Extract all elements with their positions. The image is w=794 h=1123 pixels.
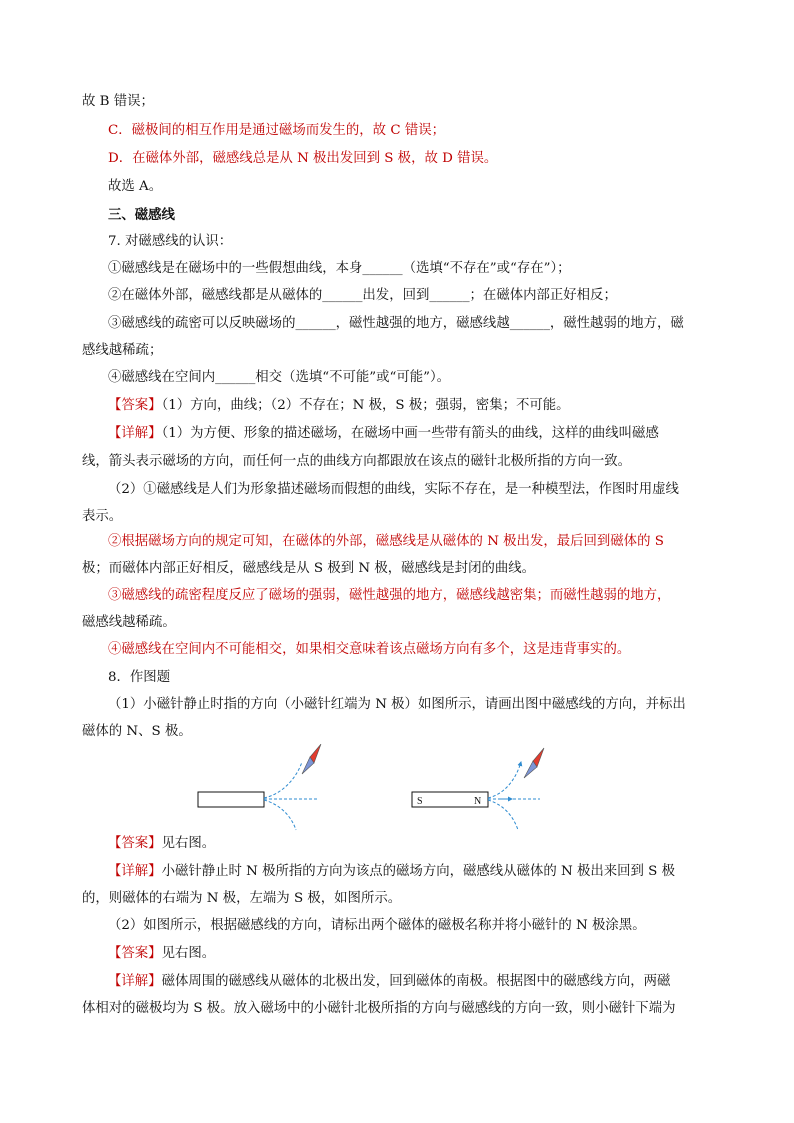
text-line: （1）小磁针静止时指的方向（小磁针红端为 N 极）如图所示，请画出图中磁感线的方向，并标出 — [108, 697, 686, 712]
text-line: 故选 A。 — [108, 179, 163, 194]
text-line: 线，箭头表示磁场的方向，而任何一点的曲线方向都跟放在该点的磁针北极所指的方向一致。 — [82, 454, 632, 469]
text-line: 故 B 错误； — [82, 94, 154, 109]
text-line: D．在磁体外部，磁感线总是从 N 极出发回到 S 极，故 D 错误。 — [108, 151, 498, 166]
answer-tag: 【答案】 — [108, 836, 162, 851]
magnet-pole-n: N — [474, 796, 482, 807]
text-line: 磁体的 N、S 极。 — [82, 724, 192, 739]
left-needle — [302, 744, 321, 774]
text-line: ③磁感线的疏密程度反应了磁场的强弱，磁性越强的地方，磁感线越密集；而磁性越弱的地方， — [108, 588, 671, 603]
explain-text: 小磁针静止时 N 极所指的方向为该点的磁场方向，磁感线从磁体的 N 极出来回到 S 极 — [161, 864, 675, 879]
text-line: ④磁感线在空间内______相交（选填“不可能”或“可能”）。 — [108, 370, 451, 385]
explain-line — [108, 862, 675, 882]
explain-line — [108, 424, 659, 444]
magnet-pole-s: S — [417, 796, 423, 807]
answer-text: 见右图。 — [161, 836, 216, 851]
answer-line — [108, 944, 215, 964]
text-line: 极；而磁体内部正好相反，磁感线是从 S 极到 N 极，磁感线是封闭的曲线。 — [82, 561, 536, 576]
right-needle — [524, 748, 544, 778]
text-line: ④磁感线在空间内不可能相交，如果相交意味着该点磁场方向有多个，这是违背事实的。 — [108, 642, 631, 657]
explain-tag: 【详解】 — [108, 426, 162, 441]
answer-tag: 【答案】 — [108, 398, 162, 413]
explain-text: 磁体周围的磁感线从磁体的北极出发，回到磁体的南极。根据图中的磁感线方向，两磁 — [161, 974, 671, 989]
answer-tag: 【答案】 — [108, 946, 162, 961]
text-line: 磁感线越稀疏。 — [82, 615, 176, 630]
text-line: ②在磁体外部，磁感线都是从磁体的______出发，回到______；在磁体内部正好相反； — [108, 288, 617, 303]
text-line: C．磁极间的相互作用是通过磁场而发生的，故 C 错误； — [108, 123, 445, 138]
needle-south-icon — [524, 761, 537, 778]
explain-line — [108, 972, 670, 992]
text-line: 的，则磁体的右端为 N 极，左端为 S 极，如图所示。 — [82, 891, 402, 906]
answer-text: （1）方向，曲线；（2）不存在；N 极，S 极；强弱，密集；不可能。 — [161, 398, 570, 413]
text-line: （2）如图所示，根据磁感线的方向，请标出两个磁体的磁极名称并将小磁针的 N 极涂黑。 — [108, 918, 646, 933]
section-heading: 三、磁感线 — [108, 207, 175, 223]
question-title: 7. 对磁感线的认识： — [108, 234, 233, 249]
question-title: 8．作图题 — [108, 670, 171, 685]
text-line: （2）①磁感线是人们为形象描述磁场而假想的曲线，实际不存在，是一种模型法，作图时用虚线 — [108, 482, 679, 497]
text-line: 感线越稀疏； — [82, 343, 163, 358]
magnet-figure — [0, 744, 794, 836]
answer-line — [108, 396, 570, 416]
text-line: 表示。 — [82, 509, 123, 524]
text-line: ③磁感线的疏密可以反映磁场的______，磁性越强的地方，磁感线越______，磁性越弱的地方，磁 — [108, 316, 684, 331]
right-field-lines — [488, 762, 540, 830]
explain-text: （1）为方便、形象的描述磁场，在磁场中画一些带有箭头的曲线，这样的曲线叫磁感 — [161, 426, 659, 441]
answer-text: 见右图。 — [161, 946, 216, 961]
left-magnet — [198, 792, 264, 807]
answer-line — [108, 834, 215, 854]
explain-tag: 【详解】 — [108, 974, 162, 989]
explain-tag: 【详解】 — [108, 864, 162, 879]
left-field-lines — [264, 762, 318, 830]
text-line: ①磁感线是在磁场中的一些假想曲线，本身______（选填“不存在”或“存在”）； — [108, 261, 571, 276]
text-line: 体相对的磁极均为 S 极。放入磁场中的小磁针北极所指的方向与磁感线的方向一致，则小磁针下端为 — [82, 1001, 676, 1016]
text-line: ②根据磁场方向的规定可知，在磁体的外部，磁感线是从磁体的 N 极出发，最后回到磁体的 S — [108, 534, 664, 549]
